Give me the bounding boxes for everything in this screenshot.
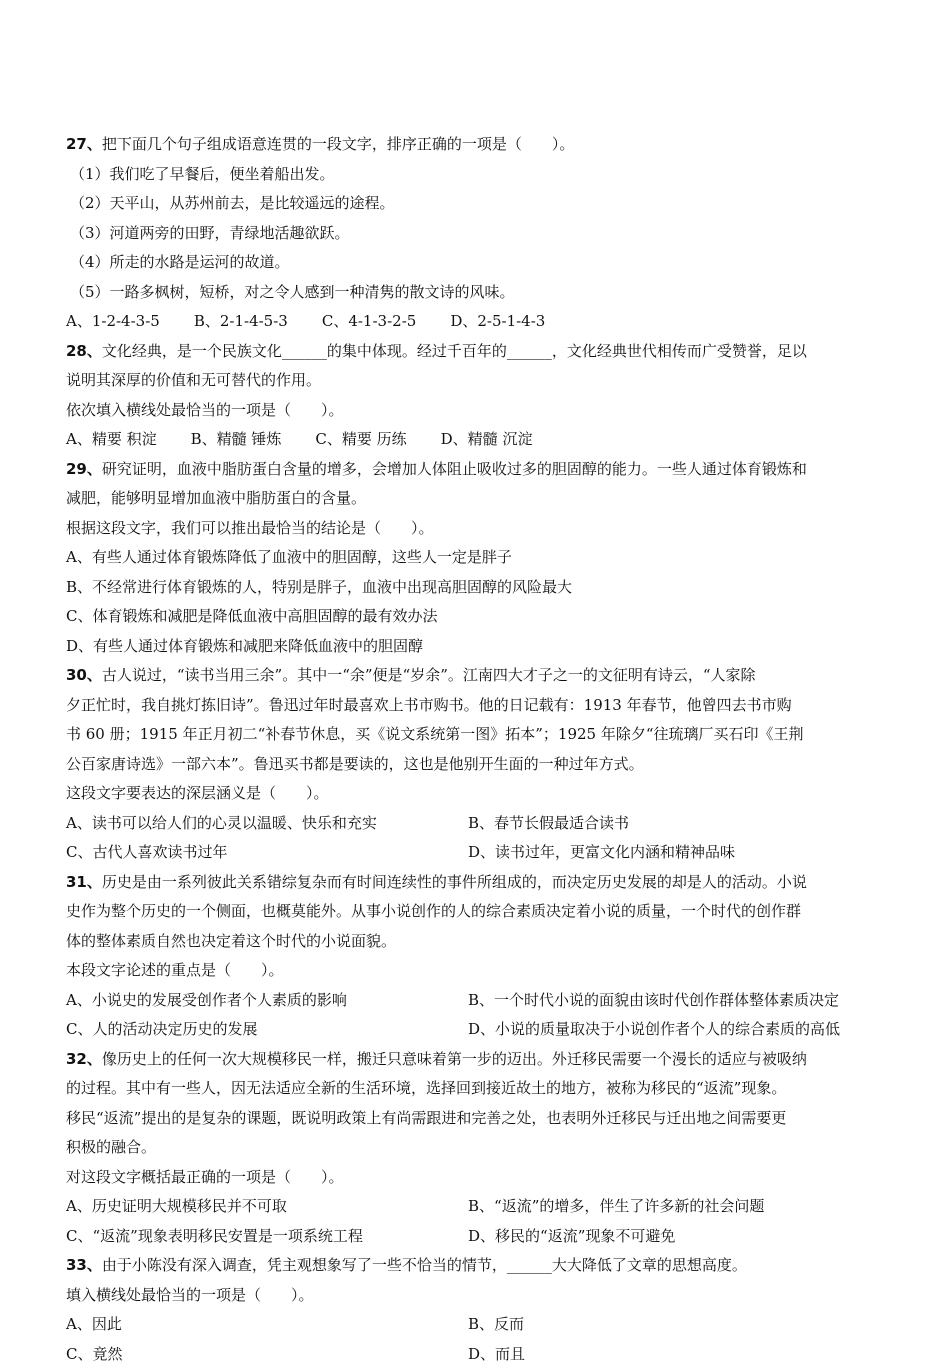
option-c[interactable]: C、体育锻炼和减肥是降低血液中高胆固醇的最有效办法	[66, 602, 886, 632]
question-number: 31、	[66, 873, 102, 891]
option-d[interactable]: D、2-5-1-4-3	[450, 307, 545, 337]
question-prompt: 对这段文字概括最正确的一项是（ ）。	[66, 1163, 886, 1193]
question-31	[66, 868, 886, 1045]
question-stem-line: 说明其深厚的价值和无可替代的作用。	[66, 366, 886, 396]
option-d[interactable]: D、小说的质量取决于小说创作者个人的综合素质的高低	[468, 1015, 888, 1045]
question-stem-line: 公百家唐诗选》一部六本”。鲁迅买书都是要读的，这也是他别开生面的一种过年方式。	[66, 750, 886, 780]
option-c[interactable]: C、人的活动决定历史的发展	[66, 1015, 468, 1045]
question-prompt: 这段文字要表达的深层涵义是（ ）。	[66, 779, 886, 809]
options-grid	[66, 1192, 886, 1251]
question-stem-line: 研究证明，血液中脂肪蛋白含量的增多，会增加人体阻止吸收过多的胆固醇的能力。一些人通过体育锻炼和	[102, 460, 807, 478]
option-b[interactable]: B、2-1-4-5-3	[194, 307, 288, 337]
option-d[interactable]: D、精髓 沉淀	[441, 425, 533, 455]
question-stem: 把下面几个句子组成语意连贯的一段文字，排序正确的一项是（ ）。	[102, 135, 575, 153]
sentence-item: （5）一路多枫树，短桥，对之令人感到一种清隽的散文诗的风味。	[66, 278, 886, 308]
question-prompt: 本段文字论述的重点是（ ）。	[66, 956, 886, 986]
option-d[interactable]: D、移民的“返流”现象不可避免	[468, 1222, 888, 1252]
option-c[interactable]: C、竟然	[66, 1340, 468, 1369]
question-number: 33、	[66, 1256, 102, 1274]
sentence-item: （3）河道两旁的田野，青绿地活趣欲跃。	[66, 219, 886, 249]
options-grid	[66, 986, 886, 1045]
question-prompt: 根据这段文字，我们可以推出最恰当的结论是（ ）。	[66, 514, 886, 544]
option-a[interactable]: A、小说史的发展受创作者个人素质的影响	[66, 986, 468, 1016]
option-a[interactable]: A、1-2-4-3-5	[66, 307, 160, 337]
question-stem-line: 减肥，能够明显增加血液中脂肪蛋白的含量。	[66, 484, 886, 514]
question-27	[66, 130, 886, 337]
options-row	[66, 307, 886, 337]
option-b[interactable]: B、不经常进行体育锻炼的人，特别是胖子，血液中出现高胆固醇的风险最大	[66, 573, 886, 603]
option-c[interactable]: C、“返流”现象表明移民安置是一项系统工程	[66, 1222, 468, 1252]
question-32	[66, 1045, 886, 1252]
question-33	[66, 1251, 886, 1369]
question-29	[66, 455, 886, 662]
option-b[interactable]: B、春节长假最适合读书	[468, 809, 888, 839]
option-d[interactable]: D、读书过年，更富文化内涵和精神品味	[468, 838, 888, 868]
question-stem-line: 史作为整个历史的一个侧面，也概莫能外。从事小说创作的人的综合素质决定着小说的质量，一个时代的创作群	[66, 897, 886, 927]
option-b[interactable]: B、反而	[468, 1310, 888, 1340]
option-a[interactable]: A、读书可以给人们的心灵以温暖、快乐和充实	[66, 809, 468, 839]
question-stem-line: 古人说过，“读书当用三余”。其中一“余”便是“岁余”。江南四大才子之一的文征明有诗云，“人家除	[102, 666, 756, 684]
option-a[interactable]: A、因此	[66, 1310, 468, 1340]
question-stem: 由于小陈没有深入调查，凭主观想象写了一些不恰当的情节，______大大降低了文章的思想高度。	[102, 1256, 747, 1274]
option-c[interactable]: C、精要 历练	[315, 425, 406, 455]
sentence-item: （1）我们吃了早餐后，便坐着船出发。	[66, 160, 886, 190]
question-stem-line: 的过程。其中有一些人，因无法适应全新的生活环境，选择回到接近故土的地方，被称为移民的“返流”现象。	[66, 1074, 886, 1104]
option-d[interactable]: D、而且	[468, 1340, 888, 1369]
question-stem-line: 像历史上的任何一次大规模移民一样，搬迁只意味着第一步的迈出。外迁移民需要一个漫长的适应与被吸纳	[102, 1050, 807, 1068]
question-stem-line: 积极的融合。	[66, 1133, 886, 1163]
question-stem-line: 夕正忙时，我自挑灯拣旧诗”。鲁迅过年时最喜欢上书市购书。他的日记载有：1913 年春节，他曾四去书市购	[66, 691, 886, 721]
question-30	[66, 661, 886, 868]
question-stem-line: 历史是由一系列彼此关系错综复杂而有时间连续性的事件所组成的，而决定历史发展的却是人的活动。小说	[102, 873, 807, 891]
question-stem-line: 文化经典，是一个民族文化______的集中体现。经过千百年的______，文化经典世代相传而广受赞誉，足以	[102, 342, 807, 360]
question-stem-line: 书 60 册；1915 年正月初二“补春节休息，买《说文系统第一图》拓本”；1925 年除夕“往琉璃厂买石印《王荆	[66, 720, 886, 750]
option-d[interactable]: D、有些人通过体育锻炼和减肥来降低血液中的胆固醇	[66, 632, 886, 662]
question-number: 27、	[66, 135, 102, 153]
options-row	[66, 425, 886, 455]
exam-document	[66, 130, 886, 1369]
option-b[interactable]: B、“返流”的增多，伴生了许多新的社会问题	[468, 1192, 888, 1222]
option-a[interactable]: A、历史证明大规模移民并不可取	[66, 1192, 468, 1222]
options-grid	[66, 809, 886, 868]
question-number: 29、	[66, 460, 102, 478]
options-grid	[66, 1310, 886, 1369]
option-c[interactable]: C、古代人喜欢读书过年	[66, 838, 468, 868]
sentence-item: （2）天平山，从苏州前去，是比较遥远的途程。	[66, 189, 886, 219]
option-b[interactable]: B、精髓 锤炼	[191, 425, 282, 455]
question-28	[66, 337, 886, 455]
question-stem-line: 移民“返流”提出的是复杂的课题，既说明政策上有尚需跟进和完善之处，也表明外迁移民与迁出地之间需要更	[66, 1104, 886, 1134]
question-prompt: 填入横线处最恰当的一项是（ ）。	[66, 1281, 886, 1311]
option-a[interactable]: A、精要 积淀	[66, 425, 157, 455]
question-prompt: 依次填入横线处最恰当的一项是（ ）。	[66, 396, 886, 426]
sentence-item: （4）所走的水路是运河的故道。	[66, 248, 886, 278]
option-c[interactable]: C、4-1-3-2-5	[322, 307, 416, 337]
option-a[interactable]: A、有些人通过体育锻炼降低了血液中的胆固醇，这些人一定是胖子	[66, 543, 886, 573]
question-stem-line: 体的整体素质自然也决定着这个时代的小说面貌。	[66, 927, 886, 957]
question-number: 30、	[66, 666, 102, 684]
question-number: 32、	[66, 1050, 102, 1068]
question-number: 28、	[66, 342, 102, 360]
option-b[interactable]: B、一个时代小说的面貌由该时代创作群体整体素质决定	[468, 986, 888, 1016]
